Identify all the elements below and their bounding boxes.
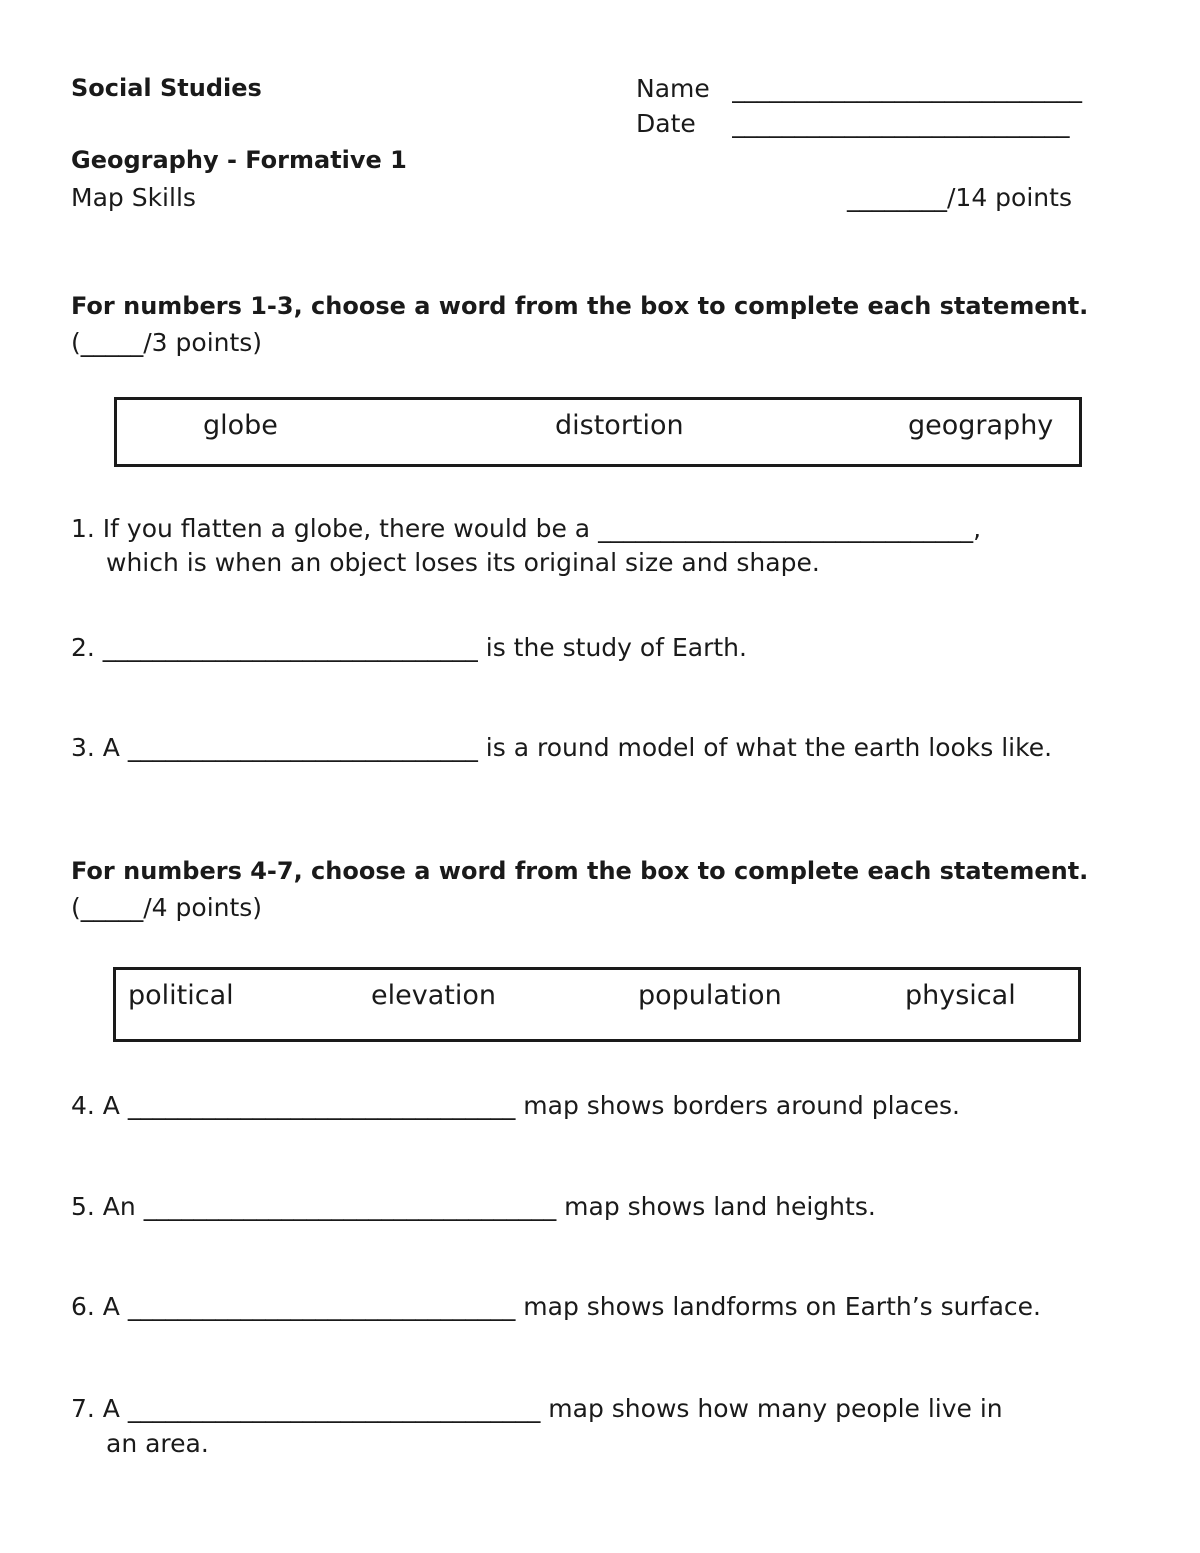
question-7-line1[interactable]: 7. A _________________________________ map shows how many people live in xyxy=(71,1394,1003,1423)
word-bank-item: globe xyxy=(203,410,278,441)
word-bank-2 xyxy=(113,967,1081,1042)
question-1-line1[interactable]: 1. If you flatten a globe, there would be a ______________________________, xyxy=(71,514,982,543)
word-bank-item: political xyxy=(128,980,234,1011)
name-label: Name xyxy=(636,74,710,103)
word-bank-item: geography xyxy=(908,410,1054,441)
section1-points[interactable]: (_____/3 points) xyxy=(71,328,263,357)
question-5[interactable]: 5. An _________________________________ map shows land heights. xyxy=(71,1192,876,1221)
question-3[interactable]: 3. A ____________________________ is a round model of what the earth looks like. xyxy=(71,733,1053,762)
word-bank-item: elevation xyxy=(371,980,496,1011)
worksheet-title: Geography - Formative 1 xyxy=(71,146,407,174)
date-label: Date xyxy=(636,109,696,138)
total-points[interactable]: ________/14 points xyxy=(847,183,1072,212)
word-bank-1 xyxy=(114,397,1082,467)
question-4[interactable]: 4. A _______________________________ map shows borders around places. xyxy=(71,1091,960,1120)
section2-instruction: For numbers 4-7, choose a word from the box to complete each statement. xyxy=(71,857,1089,885)
subject-heading: Social Studies xyxy=(71,74,262,102)
word-bank-item: physical xyxy=(905,980,1016,1011)
word-bank-item: distortion xyxy=(555,410,684,441)
question-1-line2: which is when an object loses its original size and shape. xyxy=(106,548,820,577)
question-2[interactable]: 2. ______________________________ is the study of Earth. xyxy=(71,633,747,662)
worksheet-subtitle: Map Skills xyxy=(71,183,196,212)
name-blank[interactable]: ____________________________ xyxy=(732,74,1082,103)
section1-instruction: For numbers 1-3, choose a word from the box to complete each statement. xyxy=(71,292,1089,320)
word-bank-item: population xyxy=(638,980,782,1011)
section2-points[interactable]: (_____/4 points) xyxy=(71,893,263,922)
date-blank[interactable]: ___________________________ xyxy=(732,109,1070,138)
question-6[interactable]: 6. A _______________________________ map shows landforms on Earth’s surface. xyxy=(71,1292,1041,1321)
question-7-line2: an area. xyxy=(106,1429,209,1458)
